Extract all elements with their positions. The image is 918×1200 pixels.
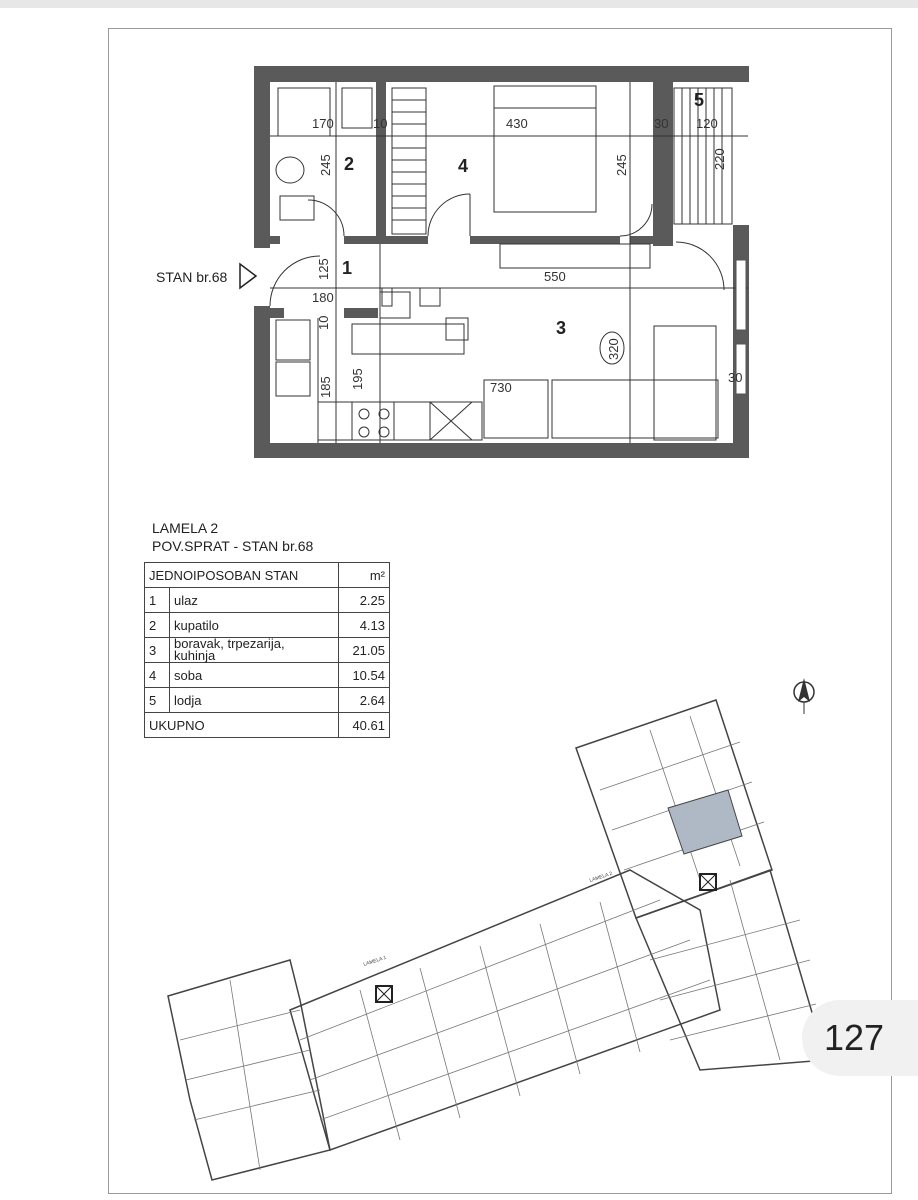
page-number-badge [802, 1000, 918, 1076]
room-number-4: 4 [458, 156, 469, 176]
site-label-lamela-a: LAMELA 1 [362, 954, 388, 968]
total-area: 40.61 [339, 713, 390, 738]
dim-10-mid: 10 [316, 315, 331, 330]
row-area: 2.25 [339, 588, 390, 613]
dim-220: 220 [712, 148, 727, 170]
dim-245-left: 245 [318, 154, 333, 176]
caption-lamela: LAMELA 2 [152, 520, 219, 536]
dim-550: 550 [544, 269, 566, 284]
row-name: soba [170, 663, 339, 688]
dim-195: 195 [350, 368, 365, 390]
entrance-label: STAN br.68 [156, 269, 228, 285]
caption-floor: POV.SPRAT - STAN br.68 [152, 538, 314, 554]
dim-430: 430 [506, 116, 528, 131]
row-area: 21.05 [339, 638, 390, 663]
total-label: UKUPNO [145, 713, 339, 738]
dim-180: 180 [312, 290, 334, 305]
dim-30-right: 30 [728, 370, 743, 385]
row-name-line1: boravak, trpezarija, [174, 636, 285, 651]
dim-730: 730 [490, 380, 512, 395]
dim-125: 125 [316, 258, 331, 280]
page-number: 127 [824, 1017, 885, 1058]
dim-245-right: 245 [614, 154, 629, 176]
row-num: 3 [145, 638, 170, 663]
room-number-1: 1 [342, 258, 353, 278]
row-num: 5 [145, 688, 170, 713]
table-header-unit: m² [339, 563, 390, 588]
dim-320: 320 [606, 338, 621, 360]
room-number-2: 2 [344, 154, 355, 174]
dim-185: 185 [318, 376, 333, 398]
row-area: 10.54 [339, 663, 390, 688]
row-name: kupatilo [170, 613, 339, 638]
row-area: 4.13 [339, 613, 390, 638]
room-number-3: 3 [556, 318, 567, 338]
row-name: ulaz [170, 588, 339, 613]
dim-120: 120 [696, 116, 718, 131]
dim-170: 170 [312, 116, 334, 131]
table-header-name: JEDNOIPOSOBAN STAN [145, 563, 339, 588]
room-number-5: 5 [694, 90, 705, 110]
row-name-line2: kuhinja [174, 648, 216, 663]
row-area: 2.64 [339, 688, 390, 713]
row-num: 4 [145, 663, 170, 688]
site-label-lamela-b: LAMELA 2 [588, 870, 614, 884]
row-name: lodja [170, 688, 339, 713]
row-num: 2 [145, 613, 170, 638]
dim-10-top: 10 [373, 116, 388, 131]
highlighted-apartment [668, 790, 742, 854]
dim-30-top: 30 [654, 116, 669, 131]
row-num: 1 [145, 588, 170, 613]
